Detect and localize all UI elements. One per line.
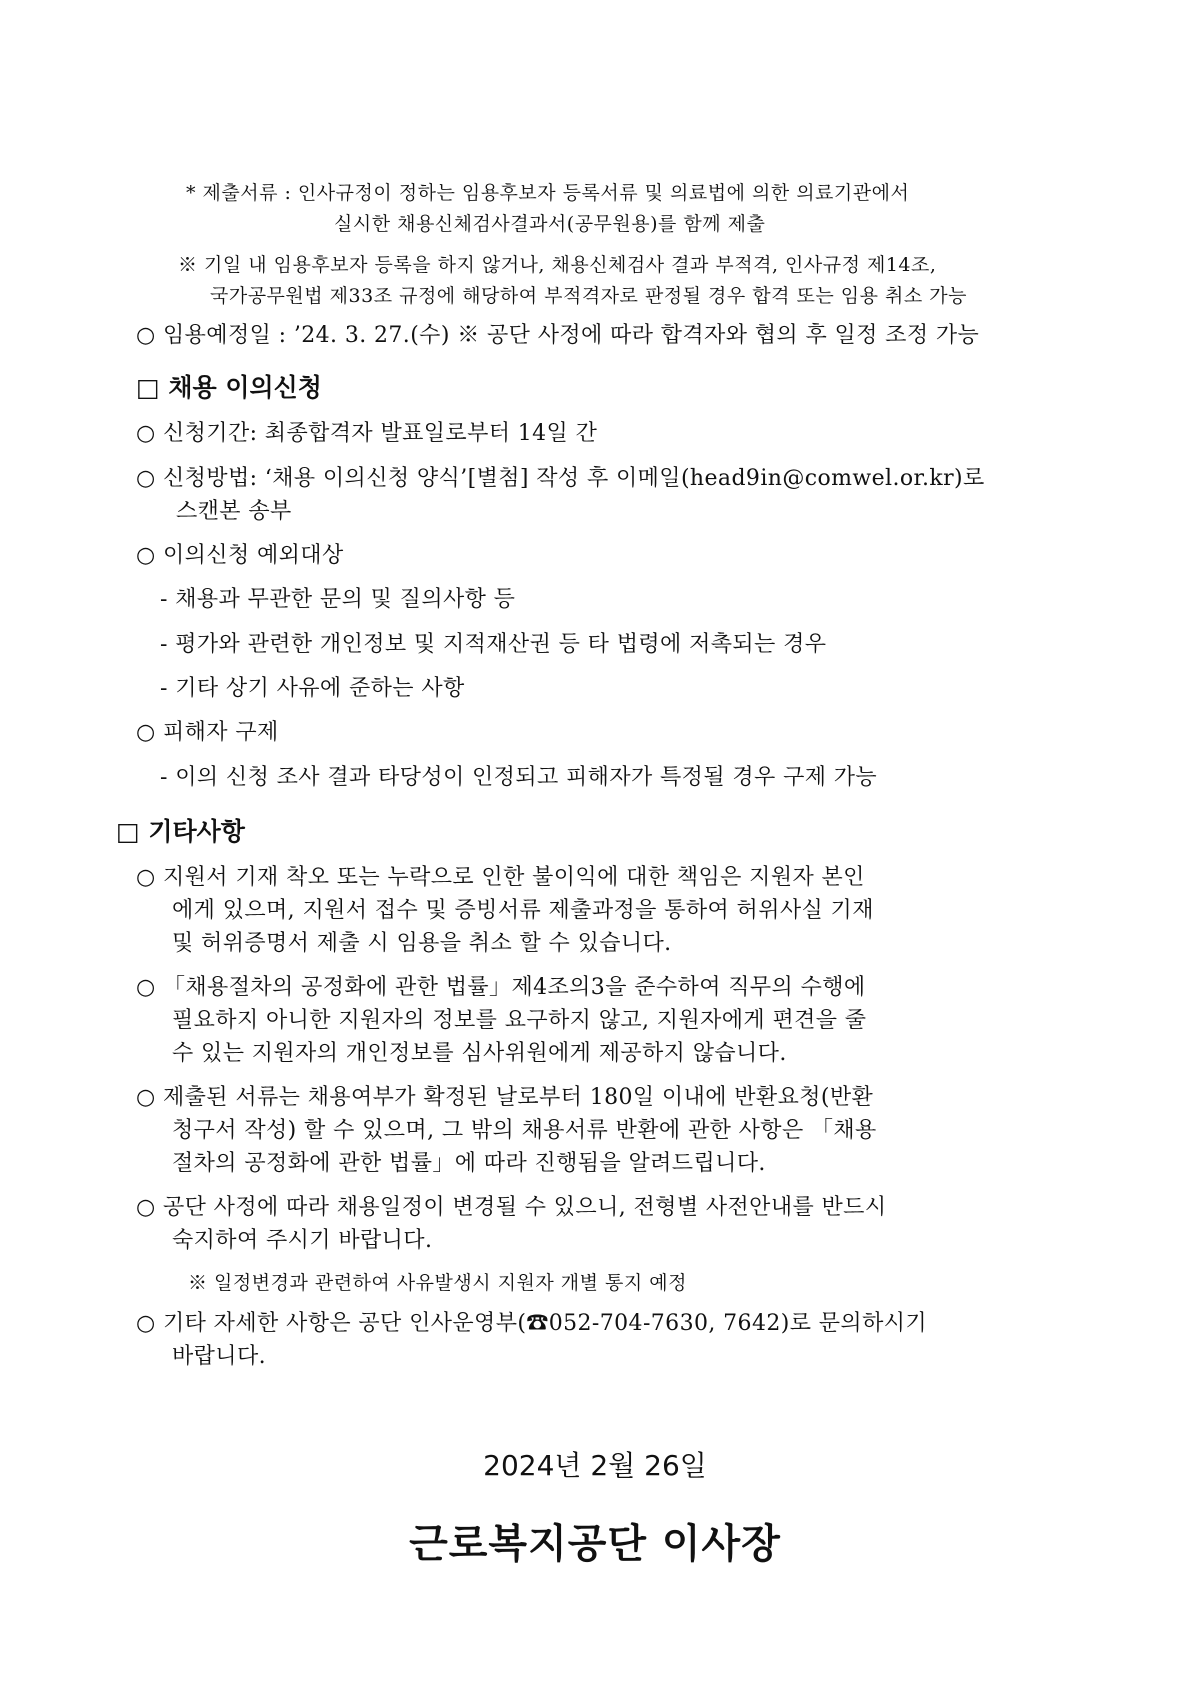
other-item-1-line: ○ 지원서 기재 착오 또는 누락으로 인한 불이익에 대한 책임은 지원자 본인	[136, 865, 865, 890]
other-item-5-line: ○ 기타 자세한 사항은 공단 인사운영부(☎052-704-7630, 7642)로 문의하시기	[136, 1311, 928, 1336]
other-item-3-line: 절차의 공정화에 관한 법률」에 따라 진행됨을 알려드립니다.	[172, 1151, 766, 1176]
exclusion-item: - 기타 상기 사유에 준하는 사항	[160, 676, 465, 701]
relief-title: ○ 피해자 구제	[136, 720, 279, 745]
other-item-5-line: 바랍니다.	[172, 1344, 267, 1369]
other-item-1-line: 및 허위증명서 제출 시 임용을 취소 할 수 있습니다.	[172, 931, 672, 956]
exclusion-item: - 채용과 무관한 문의 및 질의사항 등	[160, 587, 516, 612]
objection-method-line-1: ○ 신청방법: ‘채용 이의신청 양식’[별첨] 작성 후 이메일(head9in@comwel.or.kr)로	[136, 466, 985, 491]
relief-item: - 이의 신청 조사 결과 타당성이 인정되고 피해자가 특정될 경우 구제 가능	[160, 765, 878, 790]
other-item-4-line: ○ 공단 사정에 따라 채용일정이 변경될 수 있으니, 전형별 사전안내를 반드시	[136, 1195, 887, 1220]
cancel-note-line-2: 국가공무원법 제33조 규정에 해당하여 부적격자로 판정될 경우 합격 또는 임용 취소 가능	[210, 285, 968, 307]
other-item-3-line: ○ 제출된 서류는 채용여부가 확정된 날로부터 180일 이내에 반환요청(반환	[136, 1085, 874, 1110]
objection-exclusion-title: ○ 이의신청 예외대상	[136, 543, 344, 568]
exclusion-item: - 평가와 관련한 개인정보 및 지적재산권 등 타 법령에 저촉되는 경우	[160, 632, 827, 657]
section-heading-objection: □ 채용 이의신청	[136, 373, 322, 402]
other-item-1-line: 에게 있으며, 지원서 접수 및 증빙서류 제출과정을 통하여 허위사실 기재	[172, 898, 874, 923]
submission-note-line-1: * 제출서류 : 인사규정이 정하는 임용후보자 등록서류 및 의료법에 의한 의료기관에서	[186, 182, 910, 204]
other-item-2-line: 필요하지 아니한 지원자의 정보를 요구하지 않고, 지원자에게 편견을 줄	[172, 1008, 867, 1033]
cancel-note-line-1: ※ 기일 내 임용후보자 등록을 하지 않거나, 채용신체검사 결과 부적격, 인사규정 제14조,	[178, 254, 937, 276]
submission-note-line-2: 실시한 채용신체검사결과서(공무원용)를 함께 제출	[334, 213, 766, 235]
issue-date: 2024년 2월 26일	[483, 1449, 707, 1482]
other-item-2-line: 수 있는 지원자의 개인정보를 심사위원에게 제공하지 않습니다.	[172, 1041, 787, 1066]
issuer-name: 근로복지공단 이사장	[409, 1521, 781, 1567]
section-heading-other: □ 기타사항	[116, 817, 245, 846]
other-item-2-line: ○ 「채용절차의 공정화에 관한 법률」제4조의3을 준수하여 직무의 수행에	[136, 975, 866, 1000]
other-item-4-note: ※ 일정변경과 관련하여 사유발생시 지원자 개별 통지 예정	[188, 1272, 687, 1294]
other-item-3-line: 청구서 작성) 할 수 있으며, 그 밖의 채용서류 반환에 관한 사항은 「채용	[172, 1118, 877, 1143]
appointment-date: ○ 임용예정일 : ’24. 3. 27.(수) ※ 공단 사정에 따라 합격자와 협의 후 일정 조정 가능	[136, 323, 980, 348]
objection-method-line-2: 스캔본 송부	[176, 499, 292, 524]
other-item-4-line: 숙지하여 주시기 바랍니다.	[172, 1228, 433, 1253]
objection-period: ○ 신청기간: 최종합격자 발표일로부터 14일 간	[136, 421, 598, 446]
